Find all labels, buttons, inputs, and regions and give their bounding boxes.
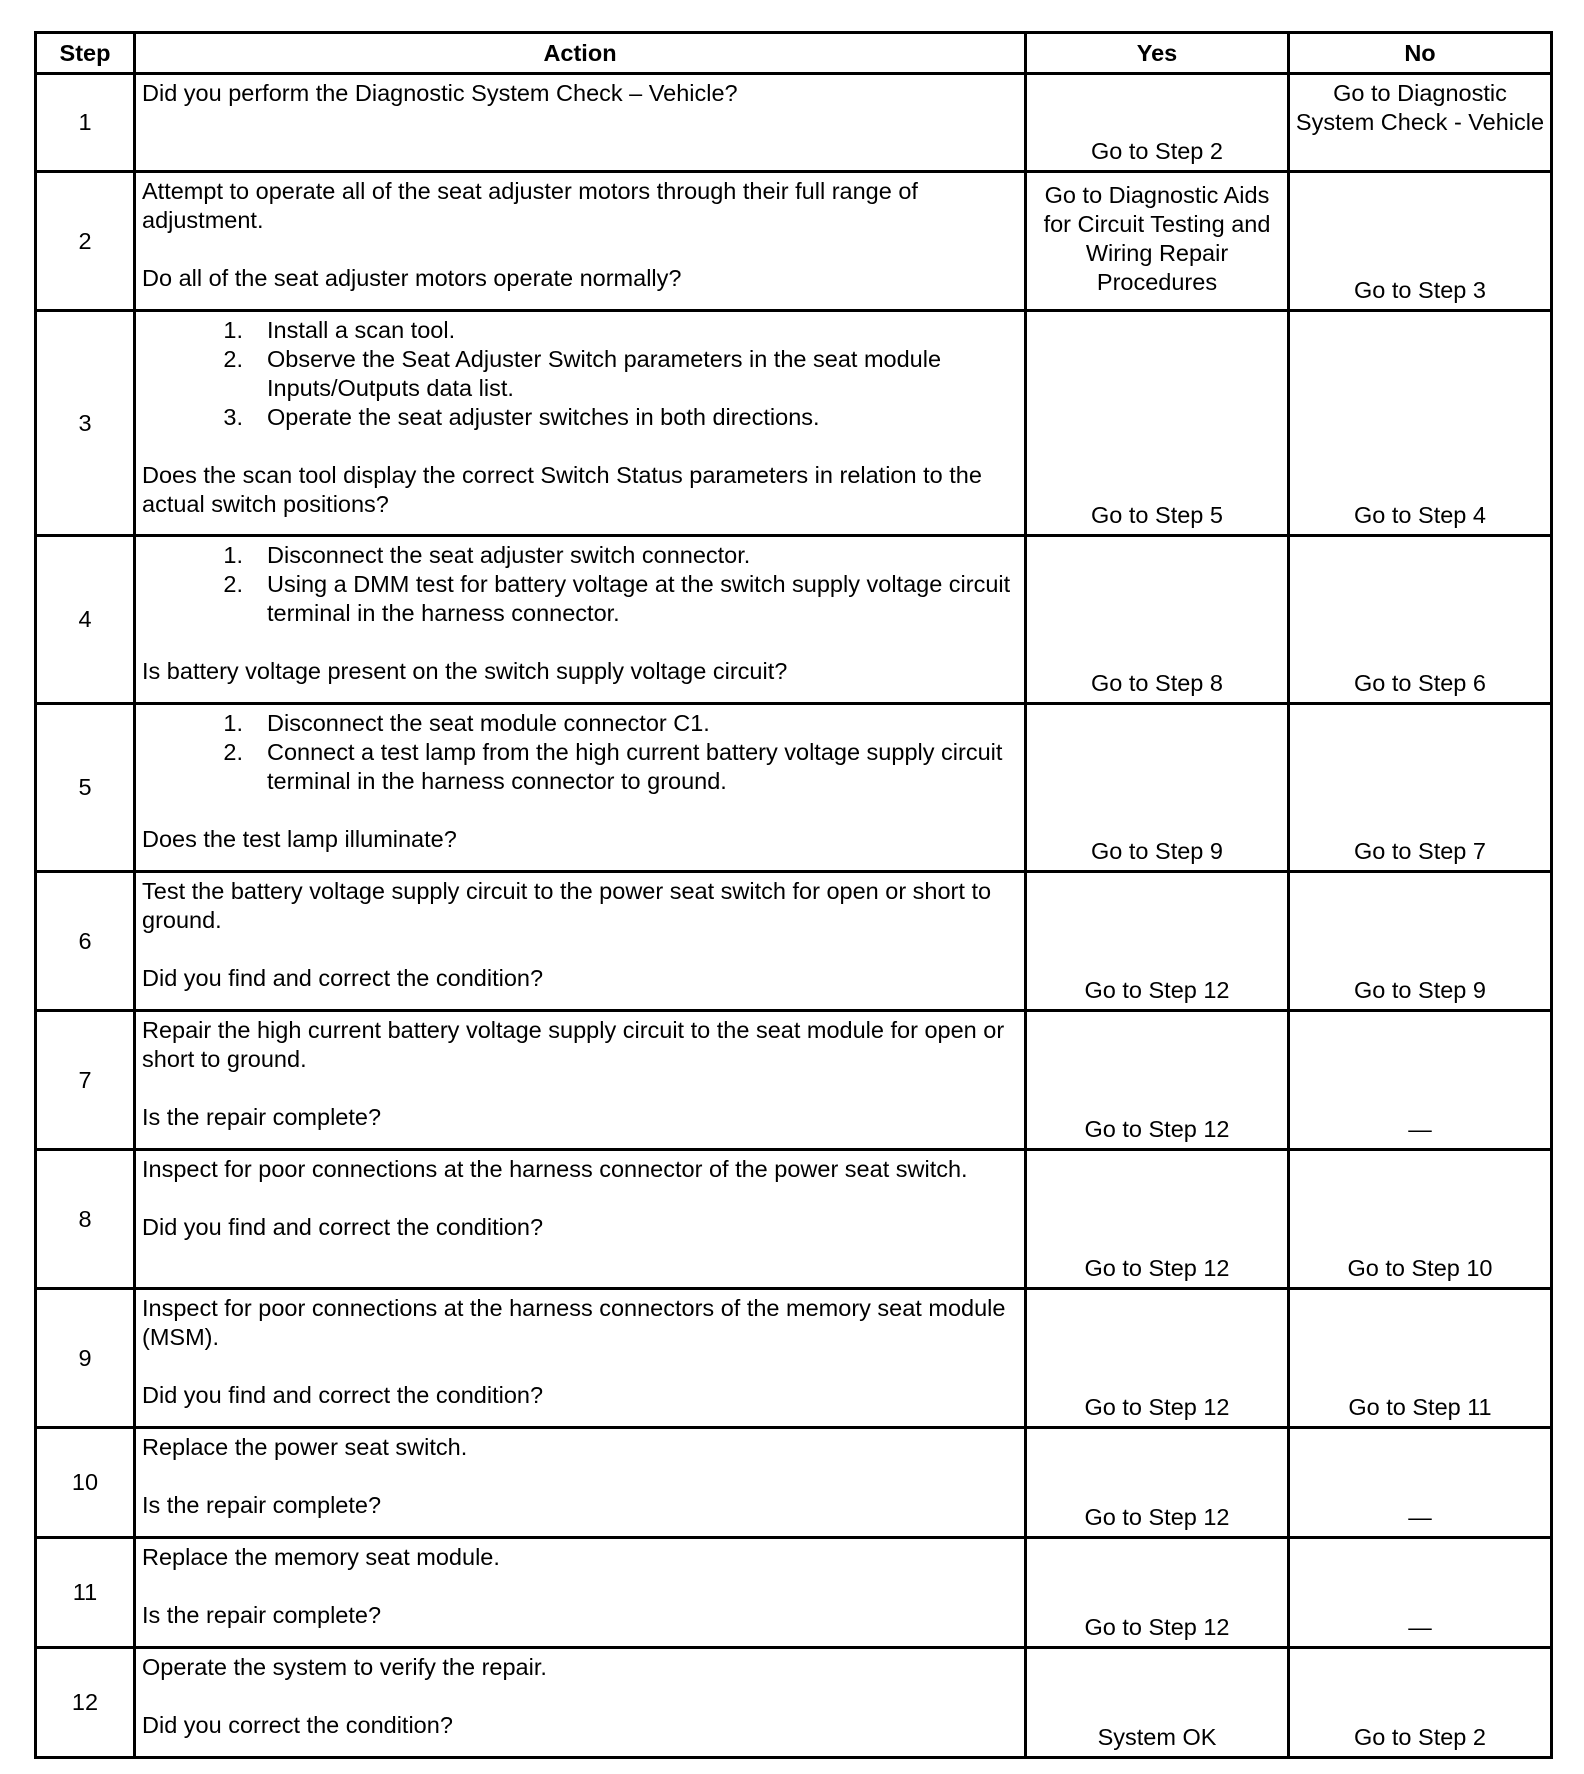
step-number: 6: [36, 872, 135, 1011]
diagnostic-table: [34, 31, 1553, 1759]
action-question: Did you find and correct the condition?: [142, 1382, 544, 1408]
substep-text: Operate the seat adjuster switches in both directions.: [267, 404, 820, 430]
yes-result: Go to Step 12: [1026, 872, 1289, 1011]
action-instruction: Inspect for poor connections at the harness connector of the power seat switch.: [142, 1156, 968, 1182]
substep-number: 1.: [223, 317, 243, 343]
no-result: Go to Step 3: [1289, 172, 1552, 311]
table-row: [36, 1289, 1552, 1428]
action-question: Did you find and correct the condition?: [142, 965, 544, 991]
substep-item: [142, 738, 1018, 796]
substep-text: Disconnect the seat module connector C1.: [267, 710, 710, 736]
action-question: Did you correct the condition?: [142, 1712, 453, 1738]
substep-number: 1.: [223, 710, 243, 736]
action-question: Do all of the seat adjuster motors operate normally?: [142, 265, 682, 291]
action-instruction: Attempt to operate all of the seat adjuster motors through their full range of adjustment.: [142, 178, 918, 233]
step-number: 9: [36, 1289, 135, 1428]
step-number: 11: [36, 1538, 135, 1648]
yes-result: System OK: [1026, 1648, 1289, 1758]
table-row: [36, 172, 1552, 311]
yes-result: Go to Step 12: [1026, 1428, 1289, 1538]
yes-result: Go to Step 12: [1026, 1150, 1289, 1289]
header-action: Action: [135, 33, 1026, 74]
action-substeps: [142, 709, 1018, 796]
no-result: Go to Step 2: [1289, 1648, 1552, 1758]
action-instruction: Replace the memory seat module.: [142, 1544, 500, 1570]
substep-text: Using a DMM test for battery voltage at the switch supply voltage circuit terminal in the harness connector.: [267, 571, 1011, 626]
action-cell: [135, 872, 1026, 1011]
action-substeps: [142, 316, 1018, 432]
action-cell: [135, 1648, 1026, 1758]
substep-number: 3.: [223, 404, 243, 430]
action-cell: [135, 1289, 1026, 1428]
step-number: 7: [36, 1011, 135, 1150]
yes-result: Go to Step 12: [1026, 1011, 1289, 1150]
no-result: Go to Diagnostic System Check - Vehicle: [1289, 74, 1552, 172]
yes-result: Go to Step 8: [1026, 536, 1289, 704]
substep-text: Observe the Seat Adjuster Switch parameters in the seat module Inputs/Outputs data list.: [267, 346, 942, 401]
substep-text: Install a scan tool.: [267, 317, 456, 343]
substep-item: [142, 709, 1018, 738]
substep-text: Connect a test lamp from the high current battery voltage supply circuit terminal in the harness connector to ground.: [267, 739, 1003, 794]
no-result: Go to Step 4: [1289, 311, 1552, 536]
yes-result: Go to Step 2: [1026, 74, 1289, 172]
substep-text: Disconnect the seat adjuster switch connector.: [267, 542, 751, 568]
no-result: Go to Step 9: [1289, 872, 1552, 1011]
substep-item: [142, 570, 1018, 628]
step-number: 10: [36, 1428, 135, 1538]
substep-item: [142, 316, 1018, 345]
table-row: [36, 74, 1552, 172]
action-cell: [135, 74, 1026, 172]
action-question: Is the repair complete?: [142, 1602, 382, 1628]
action-question: Is the repair complete?: [142, 1104, 382, 1130]
step-number: 3: [36, 311, 135, 536]
step-number: 1: [36, 74, 135, 172]
action-question: Does the scan tool display the correct Switch Status parameters in relation to the actual switch positions?: [142, 462, 982, 517]
no-result: Go to Step 11: [1289, 1289, 1552, 1428]
no-result: Go to Step 7: [1289, 704, 1552, 872]
table-row: [36, 1538, 1552, 1648]
action-cell: [135, 1538, 1026, 1648]
table-row: [36, 1648, 1552, 1758]
substep-item: [142, 541, 1018, 570]
action-cell: [135, 172, 1026, 311]
table-row: [36, 704, 1552, 872]
action-question: Did you find and correct the condition?: [142, 1214, 544, 1240]
substep-item: [142, 403, 1018, 432]
action-instruction: Replace the power seat switch.: [142, 1434, 468, 1460]
substep-number: 2.: [223, 571, 243, 597]
step-number: 5: [36, 704, 135, 872]
diagnostic-table-container: [34, 31, 1550, 1759]
table-row: [36, 1011, 1552, 1150]
table-row: [36, 311, 1552, 536]
substep-number: 2.: [223, 739, 243, 765]
step-number: 4: [36, 536, 135, 704]
step-number: 12: [36, 1648, 135, 1758]
no-result: Go to Step 10: [1289, 1150, 1552, 1289]
table-row: [36, 1428, 1552, 1538]
action-cell: [135, 1150, 1026, 1289]
action-question: Does the test lamp illuminate?: [142, 826, 457, 852]
table-body: [36, 74, 1552, 1758]
header-row: [36, 33, 1552, 74]
yes-result: Go to Step 5: [1026, 311, 1289, 536]
table-row: [36, 536, 1552, 704]
table-row: [36, 1150, 1552, 1289]
action-cell: [135, 536, 1026, 704]
no-result: —: [1289, 1428, 1552, 1538]
yes-result: Go to Step 12: [1026, 1289, 1289, 1428]
step-number: 8: [36, 1150, 135, 1289]
table-row: [36, 872, 1552, 1011]
no-result: Go to Step 6: [1289, 536, 1552, 704]
header-step: Step: [36, 33, 135, 74]
yes-result: Go to Step 12: [1026, 1538, 1289, 1648]
no-result: —: [1289, 1538, 1552, 1648]
action-question: Is the repair complete?: [142, 1492, 382, 1518]
action-cell: [135, 311, 1026, 536]
yes-result: Go to Diagnostic Aids for Circuit Testing and Wiring Repair Procedures: [1026, 172, 1289, 311]
header-no: No: [1289, 33, 1552, 74]
action-instruction: Repair the high current battery voltage supply circuit to the seat module for open or short to ground.: [142, 1017, 1005, 1072]
substep-number: 1.: [223, 542, 243, 568]
action-question: Is battery voltage present on the switch supply voltage circuit?: [142, 658, 788, 684]
action-instruction: Test the battery voltage supply circuit to the power seat switch for open or short to ground.: [142, 878, 992, 933]
action-cell: [135, 1011, 1026, 1150]
action-instruction: Operate the system to verify the repair.: [142, 1654, 547, 1680]
substep-number: 2.: [223, 346, 243, 372]
action-cell: [135, 704, 1026, 872]
action-cell: [135, 1428, 1026, 1538]
action-substeps: [142, 541, 1018, 628]
no-result: —: [1289, 1011, 1552, 1150]
yes-result: Go to Step 9: [1026, 704, 1289, 872]
step-number: 2: [36, 172, 135, 311]
action-instruction: Did you perform the Diagnostic System Check – Vehicle?: [142, 80, 738, 106]
substep-item: [142, 345, 1018, 403]
header-yes: Yes: [1026, 33, 1289, 74]
action-instruction: Inspect for poor connections at the harness connectors of the memory seat module (MSM).: [142, 1295, 1006, 1350]
